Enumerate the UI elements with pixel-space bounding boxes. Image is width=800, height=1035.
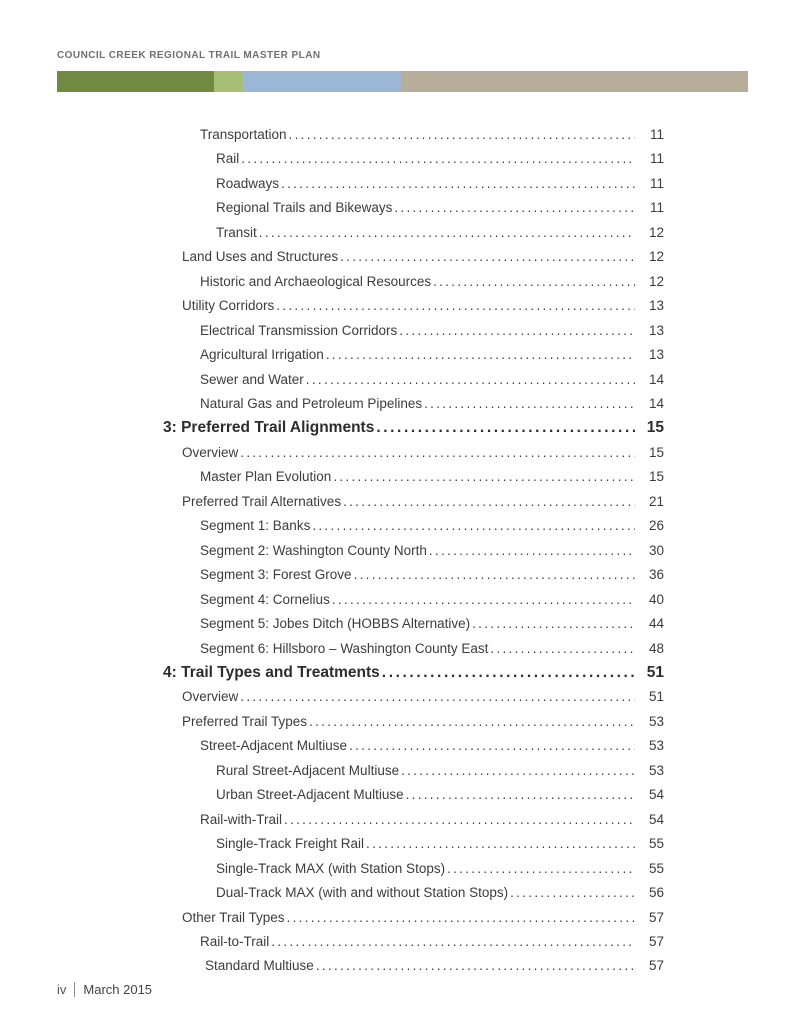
page-footer [57, 982, 152, 997]
toc-entry-page: 15 [648, 469, 664, 485]
dot-leader [287, 906, 635, 930]
toc-entry-page: 53 [648, 762, 664, 778]
toc-entry-page: 57 [648, 933, 664, 949]
toc-entry-label: Transit [216, 224, 257, 240]
toc-entry-label: Rail [216, 151, 240, 167]
dot-leader [433, 270, 635, 294]
toc-entry-page: 54 [648, 787, 664, 803]
color-bar-segment-olive-green [57, 71, 214, 92]
dot-leader [510, 881, 635, 905]
toc-entry [57, 123, 664, 147]
toc-entry [57, 710, 664, 734]
toc-chapter-entry [57, 661, 664, 685]
toc-entry-label: Standard Multiuse [205, 958, 314, 974]
toc-entry-page: 44 [648, 616, 664, 632]
toc-entry [57, 734, 664, 758]
dot-leader [354, 563, 635, 587]
toc-entry-label: Segment 1: Banks [200, 518, 311, 534]
color-bar-segment-blue [243, 71, 401, 92]
dot-leader [284, 808, 635, 832]
dot-leader [343, 490, 635, 514]
toc-entry-page: 51 [646, 663, 664, 681]
dot-leader [276, 294, 635, 318]
dot-leader [271, 930, 635, 954]
toc-entry-page: 21 [648, 493, 664, 509]
toc-entry [57, 490, 664, 514]
toc-entry-page: 53 [648, 738, 664, 754]
footer-separator [74, 982, 75, 997]
toc-entry-page: 12 [648, 249, 664, 265]
dot-leader [401, 759, 635, 783]
color-bar-segment-light-green [214, 71, 243, 92]
dot-leader [240, 441, 635, 465]
toc-entry-page: 11 [649, 127, 664, 142]
toc-entry-label: Segment 6: Hillsboro – Washington County East [200, 640, 489, 656]
toc-entry [57, 343, 664, 367]
toc-entry [57, 245, 664, 269]
toc-entry-label: Segment 3: Forest Grove [200, 567, 352, 583]
toc-entry-label: Historic and Archaeological Resources [200, 273, 432, 289]
dot-leader [306, 368, 635, 392]
toc-entry-label: Segment 5: Jobes Ditch (HOBBS Alternative) [200, 616, 471, 632]
toc-entry [57, 368, 664, 392]
toc-entry-label: Segment 2: Washington County North [200, 542, 427, 558]
toc-entry [57, 563, 664, 587]
dot-leader [429, 539, 635, 563]
toc-entry-page: 15 [648, 444, 664, 460]
toc-entry-label: Preferred Trail Types [182, 713, 308, 729]
toc-entry [57, 539, 664, 563]
footer-page-number: iv [57, 982, 67, 997]
toc-entry-page: 40 [648, 591, 664, 607]
toc-entry-label: Preferred Trail Alternatives [182, 493, 342, 509]
toc-entry [57, 759, 664, 783]
toc-entry [57, 147, 664, 171]
table-of-contents [57, 123, 664, 979]
toc-entry-page: 36 [648, 567, 664, 583]
toc-entry-page: 11 [649, 200, 664, 216]
dot-leader [382, 661, 635, 685]
dot-leader [332, 588, 635, 612]
toc-entry-page: 14 [648, 371, 664, 387]
toc-entry-label: Master Plan Evolution [200, 469, 332, 485]
toc-entry-label: Land Uses and Structures [182, 249, 339, 265]
footer-date: March 2015 [83, 982, 153, 997]
toc-entry-page: 55 [648, 836, 664, 852]
dot-leader [406, 783, 635, 807]
toc-entry [57, 685, 664, 709]
toc-entry [57, 196, 664, 220]
toc-entry-label: Natural Gas and Petroleum Pipelines [200, 395, 423, 411]
toc-entry-label: Overview [182, 689, 239, 705]
dot-leader [333, 465, 635, 489]
toc-entry-page: 53 [648, 713, 664, 729]
toc-entry-label: Street-Adjacent Multiuse [200, 738, 348, 754]
toc-entry [57, 857, 664, 881]
toc-entry-page: 13 [648, 298, 664, 314]
toc-entry [57, 783, 664, 807]
dot-leader [376, 416, 635, 440]
toc-entry-page: 26 [648, 518, 664, 534]
dot-leader [240, 685, 635, 709]
toc-entry [57, 441, 664, 465]
toc-entry [57, 832, 664, 856]
dot-leader [399, 319, 635, 343]
toc-entry-page: 13 [648, 347, 664, 363]
toc-entry-label: Electrical Transmission Corridors [200, 322, 398, 338]
toc-entry-label: Transportation [200, 127, 287, 142]
toc-entry-label: Overview [182, 444, 239, 460]
toc-entry-page: 30 [648, 542, 664, 558]
toc-entry [57, 465, 664, 489]
dot-leader [472, 612, 635, 636]
toc-entry-label: Dual-Track MAX (with and without Station Stops) [216, 885, 509, 901]
dot-leader [340, 245, 635, 269]
toc-entry-page: 12 [648, 224, 664, 240]
toc-entry-page: 57 [648, 958, 664, 974]
toc-entry-label: Single-Track Freight Rail [216, 836, 365, 852]
toc-entry [57, 270, 664, 294]
toc-entry [57, 294, 664, 318]
toc-entry-page: 48 [648, 640, 664, 656]
toc-entry [57, 930, 664, 954]
toc-entry-label: Single-Track MAX (with Station Stops) [216, 860, 446, 876]
toc-entry [57, 808, 664, 832]
dot-leader [281, 172, 635, 196]
toc-entry [57, 906, 664, 930]
dot-leader [447, 857, 635, 881]
dot-leader [309, 710, 635, 734]
dot-leader [289, 123, 635, 147]
color-bar-segment-tan [401, 71, 748, 92]
toc-entry [57, 954, 664, 978]
dot-leader [312, 514, 635, 538]
document-header-title: COUNCIL CREEK REGIONAL TRAIL MASTER PLAN [57, 50, 321, 61]
toc-entry-label: Other Trail Types [182, 909, 285, 925]
toc-entry-label: Urban Street-Adjacent Multiuse [216, 787, 404, 803]
toc-entry [57, 319, 664, 343]
dot-leader [366, 832, 635, 856]
toc-entry [57, 612, 664, 636]
toc-entry-label: Sewer and Water [200, 371, 304, 387]
toc-entry [57, 392, 664, 416]
toc-entry-page: 55 [648, 860, 664, 876]
dot-leader [259, 221, 635, 245]
dot-leader [394, 196, 635, 220]
toc-entry-label: Roadways [216, 175, 280, 191]
toc-entry [57, 514, 664, 538]
dot-leader [326, 343, 635, 367]
toc-entry-page: 11 [649, 151, 664, 167]
toc-entry-label: Segment 4: Cornelius [200, 591, 330, 607]
toc-entry-page: 13 [648, 322, 664, 338]
toc-entry-label: 4: Trail Types and Treatments [163, 663, 380, 681]
toc-entry [57, 588, 664, 612]
toc-chapter-entry [57, 416, 664, 440]
dot-leader [316, 954, 635, 978]
dot-leader [490, 637, 635, 661]
toc-entry-label: Rail-with-Trail [200, 811, 283, 827]
toc-entry-label: Utility Corridors [182, 298, 275, 314]
toc-entry-page: 12 [648, 273, 664, 289]
toc-entry-page: 51 [648, 689, 664, 705]
dot-leader [424, 392, 635, 416]
toc-entry-page: 11 [649, 175, 664, 191]
toc-entry-label: Regional Trails and Bikeways [216, 200, 393, 216]
toc-entry-label: Rural Street-Adjacent Multiuse [216, 762, 400, 778]
dot-leader [241, 147, 635, 171]
toc-entry-label: Agricultural Irrigation [200, 347, 324, 363]
toc-entry-page: 15 [646, 419, 664, 437]
toc-entry [57, 637, 664, 661]
toc-entry [57, 881, 664, 905]
toc-entry [57, 172, 664, 196]
dot-leader [349, 734, 635, 758]
toc-entry [57, 221, 664, 245]
toc-entry-label: Rail-to-Trail [200, 933, 270, 949]
toc-entry-page: 56 [648, 885, 664, 901]
toc-entry-label: 3: Preferred Trail Alignments [163, 419, 375, 437]
header-color-bar [57, 71, 748, 92]
toc-entry-page: 57 [648, 909, 664, 925]
toc-entry-page: 14 [648, 395, 664, 411]
toc-entry-page: 54 [648, 811, 664, 827]
